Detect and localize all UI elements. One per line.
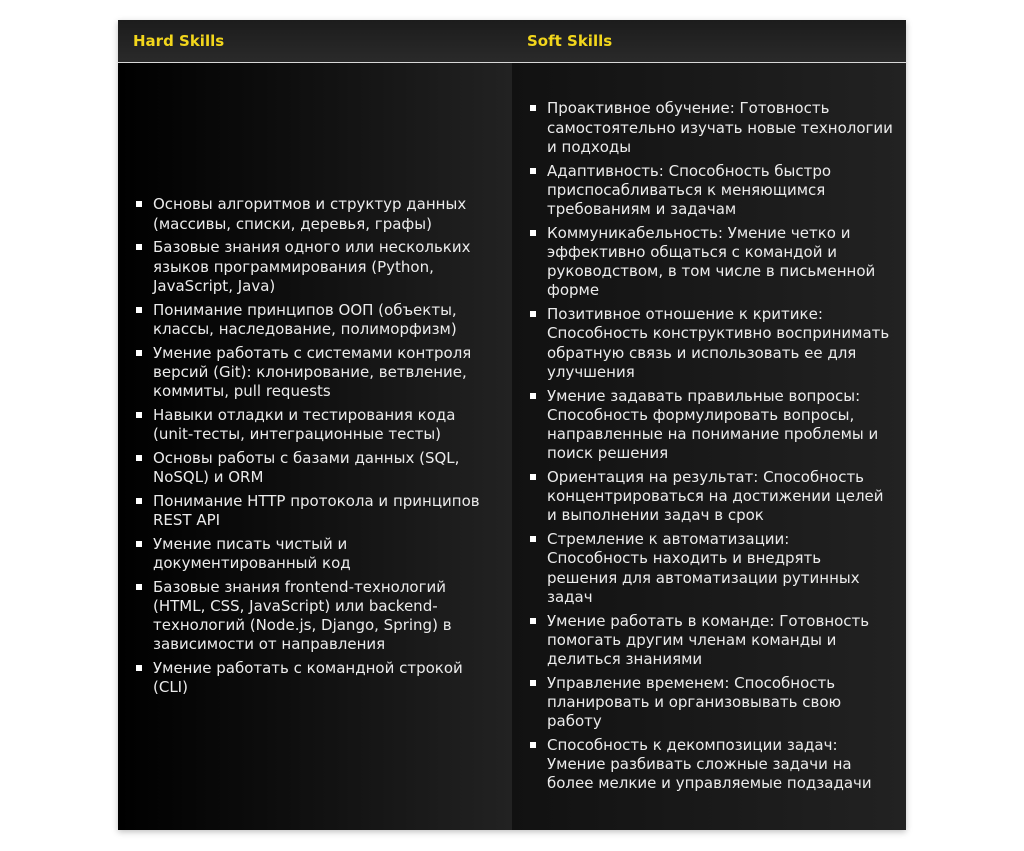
soft-skill-item: Ориентация на результат: Способность концентрироваться на достижении целей и выполнении задач в срок [526, 468, 894, 526]
hard-skill-item: Умение писать чистый и документированный код [132, 535, 498, 573]
hard-skill-item: Базовые знания frontend-технологий (HTML, CSS, JavaScript) или backend-технологий (Node.js, Django, Spring) в зависимости от направления [132, 578, 498, 655]
hard-skill-item: Умение работать с системами контроля версий (Git): клонирование, ветвление, коммиты, pull requests [132, 344, 498, 402]
hard-skill-item: Умение работать с командной строкой (CLI) [132, 659, 498, 697]
hard-skill-item: Основы работы с базами данных (SQL, NoSQL) и ORM [132, 449, 498, 487]
hard-skill-item: Понимание принципов ООП (объекты, классы, наследование, полиморфизм) [132, 301, 498, 339]
soft-skill-item: Позитивное отношение к критике: Способность конструктивно воспринимать обратную связь и использовать ее для улучшения [526, 305, 894, 382]
skills-table [118, 20, 906, 830]
soft-skills-cell [512, 63, 906, 830]
hard-skills-cell [118, 63, 512, 830]
header-hard-skills: Hard Skills [118, 20, 512, 63]
hard-skills-list [132, 195, 498, 697]
hard-skill-item: Навыки отладки и тестирования кода (unit-тесты, интеграционные тесты) [132, 406, 498, 444]
soft-skill-item: Способность к декомпозиции задач: Умение разбивать сложные задачи на более мелкие и управляемые подзадачи [526, 736, 894, 794]
soft-skill-item: Адаптивность: Способность быстро приспосабливаться к меняющимся требованиям и задачам [526, 162, 894, 220]
soft-skill-item: Проактивное обучение: Готовность самостоятельно изучать новые технологии и подходы [526, 99, 894, 157]
header-soft-skills: Soft Skills [512, 20, 906, 63]
soft-skill-item: Управление временем: Способность планировать и организовывать свою работу [526, 674, 894, 732]
hard-skill-item: Базовые знания одного или нескольких языков программирования (Python, JavaScript, Java) [132, 238, 498, 296]
hard-skill-item: Основы алгоритмов и структур данных (массивы, списки, деревья, графы) [132, 195, 498, 233]
soft-skills-list [526, 99, 894, 793]
hard-skill-item: Понимание HTTP протокола и принципов REST API [132, 492, 498, 530]
soft-skill-item: Коммуникабельность: Умение четко и эффективно общаться с командой и руководством, в том числе в письменной форме [526, 224, 894, 301]
soft-skill-item: Стремление к автоматизации: Способность находить и внедрять решения для автоматизации рутинных задач [526, 530, 894, 607]
soft-skill-item: Умение задавать правильные вопросы: Способность формулировать вопросы, направленные на понимание проблемы и поиск решения [526, 387, 894, 464]
soft-skill-item: Умение работать в команде: Готовность помогать другим членам команды и делиться знаниями [526, 612, 894, 670]
